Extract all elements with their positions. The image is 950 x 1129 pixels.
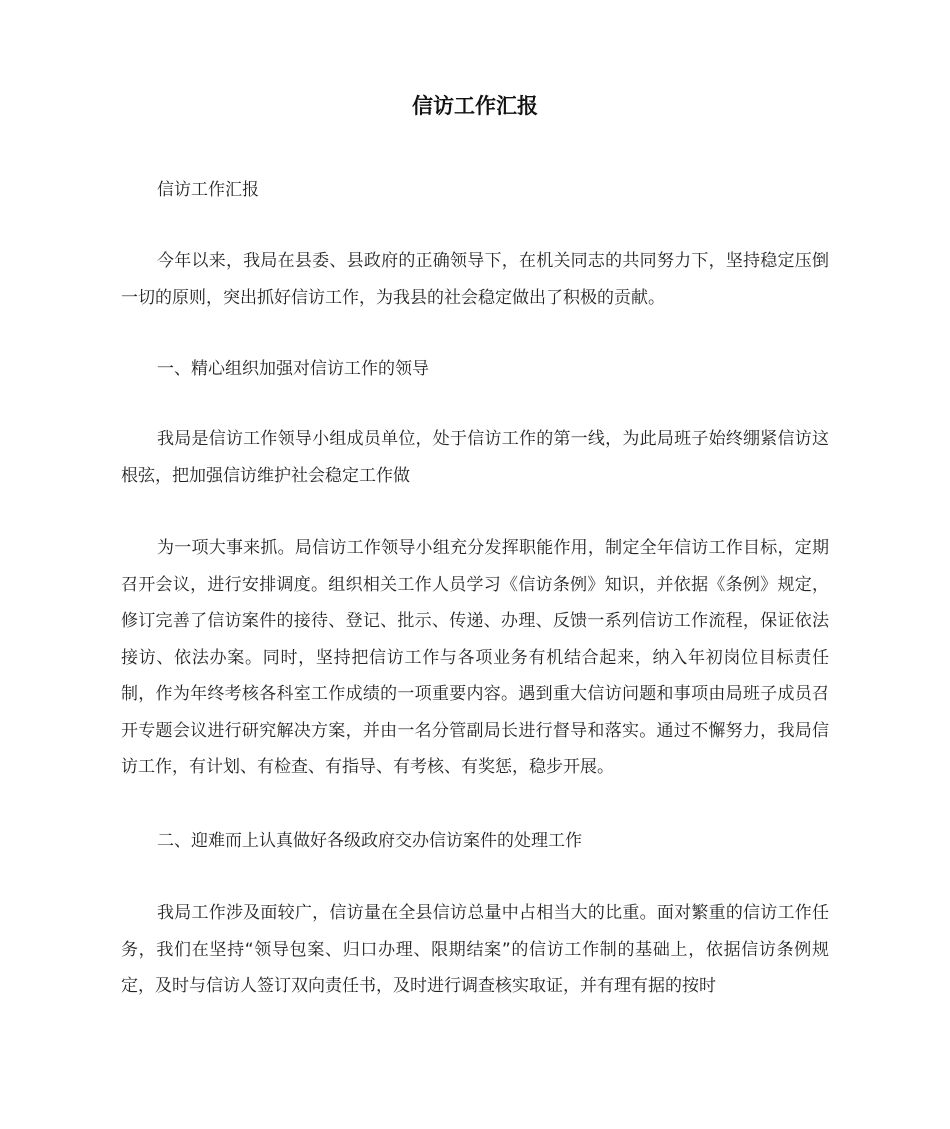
paragraph-section2-a: 我局工作涉及面较广，信访量在全县信访总量中占相当大的比重。面对繁重的信访工作任务，我们在坚持“领导包案、归口办理、限期结案”的信访工作制的基础上，依据信访条例规定，及时与信访人签订双向责任书，及时进行调查核实取证，并有理有据的按时 [121, 903, 829, 996]
paragraph-subtitle: 信访工作汇报 [157, 180, 259, 200]
section-heading-2: 二、迎难而上认真做好各级政府交办信访案件的处理工作 [157, 831, 582, 851]
paragraph-section1-b: 为一项大事来抓。局信访工作领导小组充分发挥职能作用，制定全年信访工作目标，定期召开会议，进行安排调度。组织相关工作人员学习《信访条例》知识，并依据《条例》规定，修订完善了信访案件的接待、登记、批示、传递、办理、反馈一系列信访工作流程，保证依法接访、依法办案。同时，坚持把信访工作与各项业务有机结合起来，纳入年初岗位目标责任制，作为年终考核各科室工作成绩的一项重要内容。遇到重大信访问题和事项由局班子成员召开专题会议进行研究解决方案，并由一名分管副局长进行督导和落实。通过不懈努力，我局信访工作，有计划、有检查、有指导、有考核、有奖惩，稳步开展。 [121, 538, 829, 777]
document-title: 信访工作汇报 [412, 94, 538, 118]
paragraph-section1-a: 我局是信访工作领导小组成员单位，处于信访工作的第一线，为此局班子始终绷紧信访这根弦，把加强信访维护社会稳定工作做 [121, 429, 829, 486]
paragraph-intro: 今年以来，我局在县委、县政府的正确领导下，在机关同志的共同努力下，坚持稳定压倒一切的原则，突出抓好信访工作，为我县的社会稳定做出了积极的贡献。 [121, 251, 829, 308]
section-heading-1: 一、精心组织加强对信访工作的领导 [157, 359, 429, 379]
